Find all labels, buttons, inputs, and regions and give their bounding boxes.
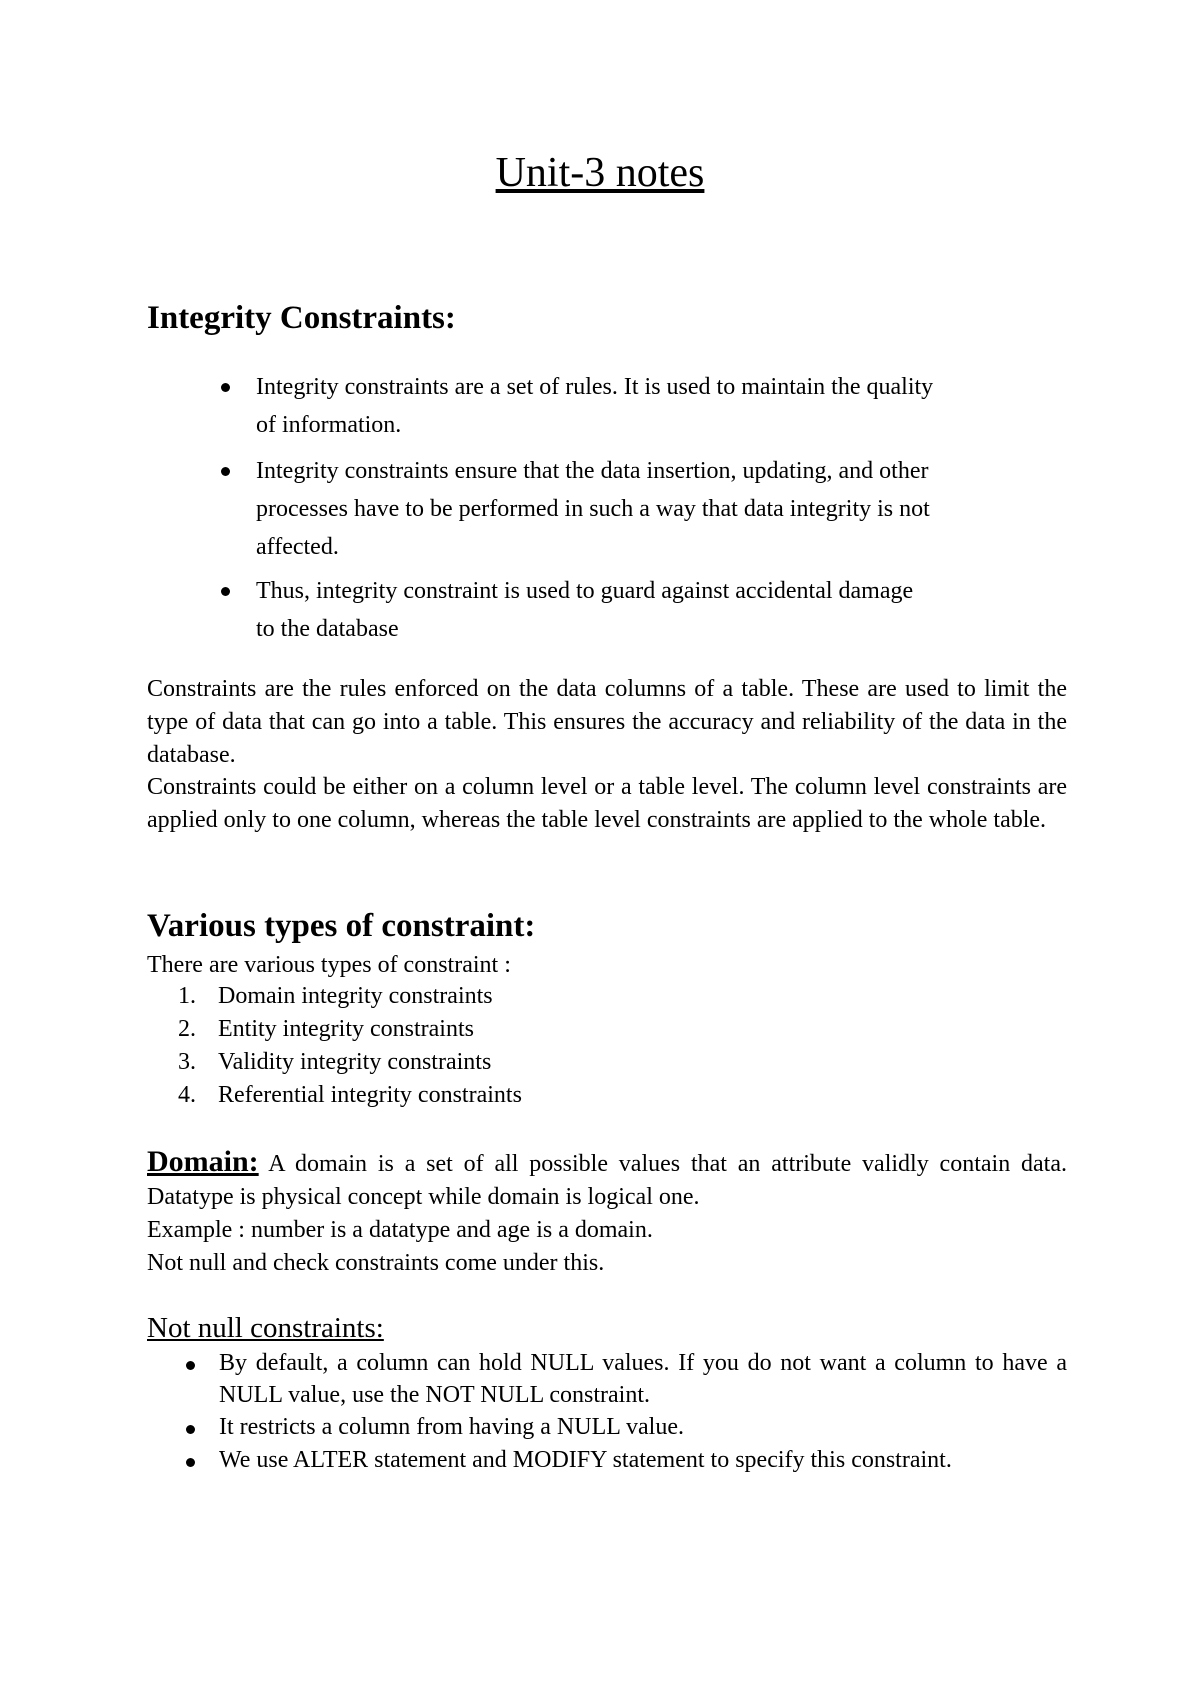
domain-term: Domain: — [147, 1145, 259, 1178]
list-number: 2. — [178, 1016, 196, 1042]
integrity-constraints-heading: Integrity Constraints: — [147, 300, 456, 336]
various-types-heading: Various types of constraint: — [147, 908, 536, 944]
bullet-dot-icon — [221, 467, 230, 476]
list-number: 4. — [178, 1082, 196, 1108]
domain-section — [147, 1145, 1067, 1280]
list-item-text: Entity integrity constraints — [218, 1016, 474, 1042]
list-item-line: processes have to be performed in such a way that data integrity is not — [256, 496, 930, 522]
list-item — [178, 1013, 474, 1045]
list-item-line: affected. — [256, 534, 339, 560]
not-null-heading: Not null constraints: — [147, 1312, 384, 1344]
list-item: By default, a column can hold NULL values. If you do not want a column to have a NULL value, use the NOT NULL constraint. — [219, 1350, 1067, 1408]
list-item-line: of information. — [256, 412, 402, 438]
list-item-line: to the database — [256, 616, 399, 642]
list-item-line: Integrity constraints ensure that the data insertion, updating, and other — [256, 458, 929, 484]
list-item — [178, 1046, 491, 1078]
list-number: 1. — [178, 983, 196, 1009]
list-item — [256, 368, 1066, 444]
domain-note: Not null and check constraints come under this. — [147, 1250, 605, 1276]
bullet-dot-icon — [186, 1458, 195, 1467]
list-item: It restricts a column from having a NULL value. — [219, 1414, 684, 1440]
list-item — [178, 980, 493, 1012]
bullet-dot-icon — [221, 587, 230, 596]
page-title: Unit-3 notes — [495, 150, 705, 196]
list-item — [256, 452, 1066, 566]
constraint-level-paragraph: Constraints could be either on a column level or a table level. The column level constraints are applied only to one column, whereas the table level constraints are applied to the whole table. — [147, 774, 1067, 833]
domain-definition: A domain is a set of all possible values that an attribute validly contain data. Datatype is physical concept while domain is logical one. — [147, 1151, 1067, 1210]
constraints-paragraph: Constraints are the rules enforced on the data columns of a table. These are used to limit the type of data that can go into a table. This ensures the accuracy and reliability of the data in the database. — [147, 676, 1067, 768]
list-item — [256, 572, 1066, 648]
list-item-text: Validity integrity constraints — [218, 1049, 492, 1075]
list-item-text: Domain integrity constraints — [218, 983, 493, 1009]
bullet-dot-icon — [186, 1425, 195, 1434]
list-item: We use ALTER statement and MODIFY statement to specify this constraint. — [219, 1447, 952, 1473]
bullet-dot-icon — [221, 383, 230, 392]
list-item-text: Referential integrity constraints — [218, 1082, 522, 1108]
various-types-intro: There are various types of constraint : — [147, 952, 511, 978]
list-item — [178, 1079, 522, 1111]
bullet-dot-icon — [186, 1361, 195, 1370]
list-number: 3. — [178, 1049, 196, 1075]
list-item-line: Integrity constraints are a set of rules. It is used to maintain the quality — [256, 374, 934, 400]
domain-example: Example : number is a datatype and age is a domain. — [147, 1217, 653, 1243]
list-item-line: Thus, integrity constraint is used to guard against accidental damage — [256, 578, 914, 604]
